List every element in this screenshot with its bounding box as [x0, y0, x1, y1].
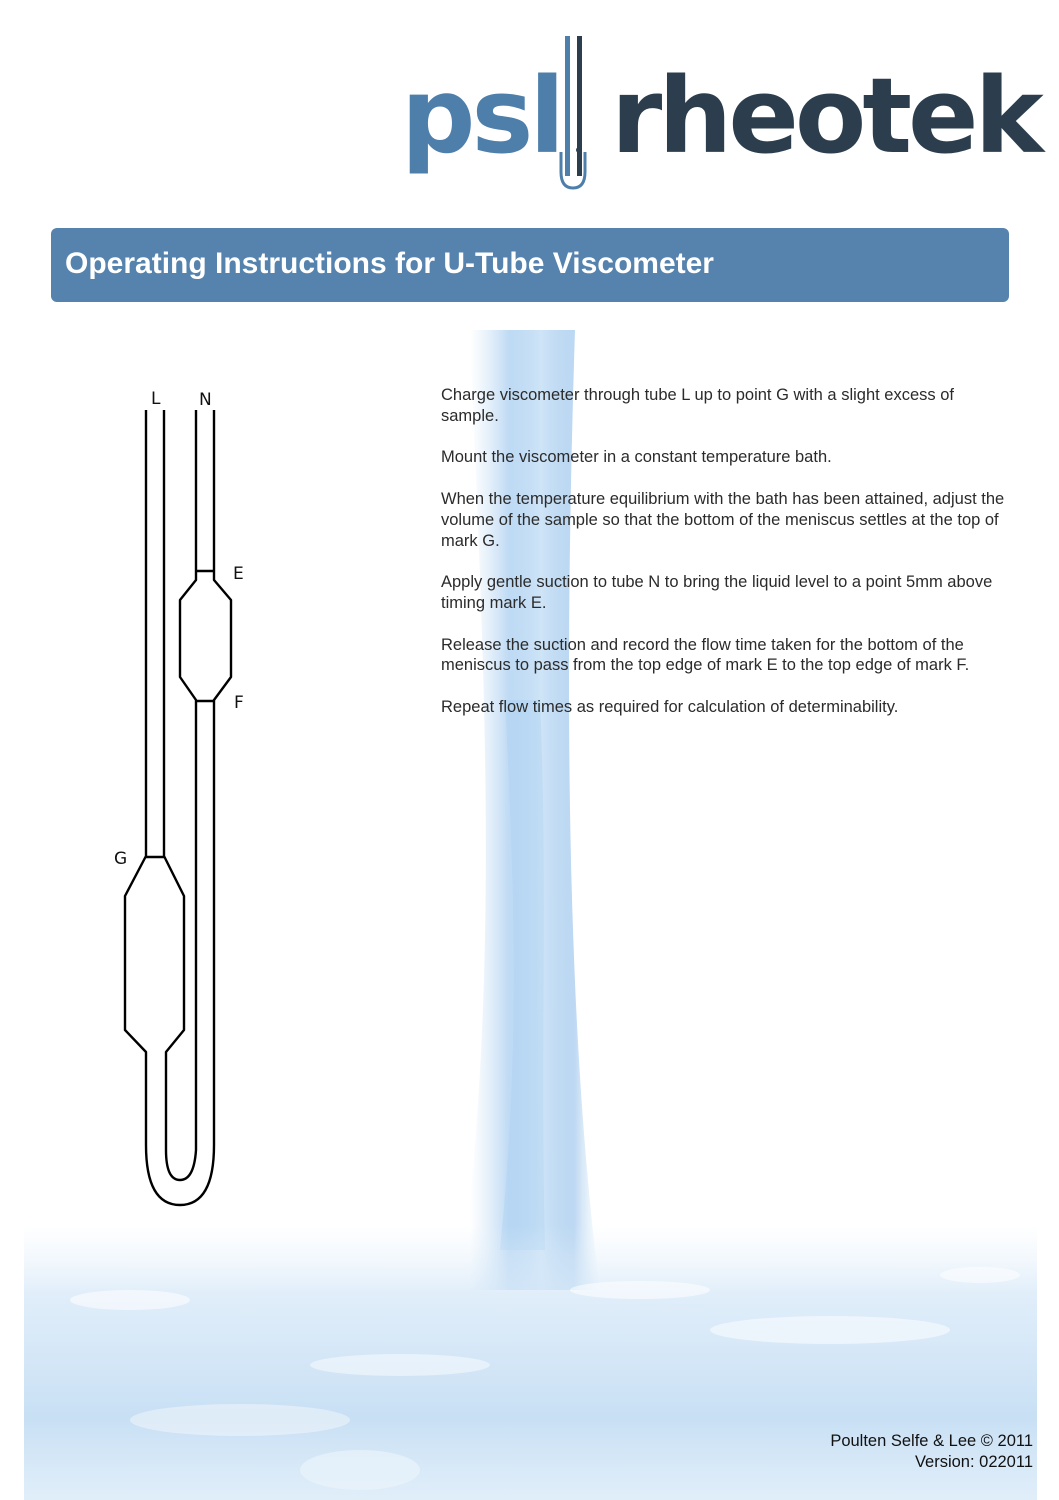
instruction-step: When the temperature equilibrium with the bath has been attained, adjust the volume of the sample so that the bottom of the meniscus settles at the top of mark G.: [441, 490, 1005, 550]
psl-rheotek-logo: [395, 32, 1040, 192]
instruction-step: Mount the viscometer in a constant temperature bath.: [441, 448, 832, 467]
label-n: N: [199, 390, 212, 410]
footer: [830, 1431, 1033, 1473]
label-g: G: [114, 849, 128, 869]
instruction-step: Repeat flow times as required for calculation of determinability.: [441, 698, 899, 717]
u-tube-icon: [555, 32, 595, 192]
instruction-step: Apply gentle suction to tube N to bring the liquid level to a point 5mm above timing mark E.: [441, 573, 993, 612]
tube-inner-wall: [164, 410, 196, 1180]
page-title: Operating Instructions for U-Tube Viscometer: [65, 247, 714, 280]
tube-l-outer-wall: [125, 410, 231, 1205]
logo-psl-text: psl: [401, 55, 561, 177]
logo-rheotek-text: rheotek: [611, 55, 1040, 177]
instruction-step: Charge viscometer through tube L up to point G with a slight excess of sample.: [441, 386, 954, 425]
version-text: Version: 022011: [914, 1453, 1033, 1471]
u-tube-viscometer-diagram: [100, 380, 270, 1220]
copyright-text: Poulten Selfe & Lee © 2011: [830, 1432, 1033, 1450]
label-f: F: [234, 693, 244, 713]
instructions-list: [441, 385, 1011, 739]
label-l: L: [151, 389, 161, 409]
title-banner: [51, 228, 1009, 302]
instruction-step: Release the suction and record the flow time taken for the bottom of the meniscus to pass from the top edge of mark E to the top edge of mark F.: [441, 635, 970, 675]
label-e: E: [233, 564, 244, 584]
